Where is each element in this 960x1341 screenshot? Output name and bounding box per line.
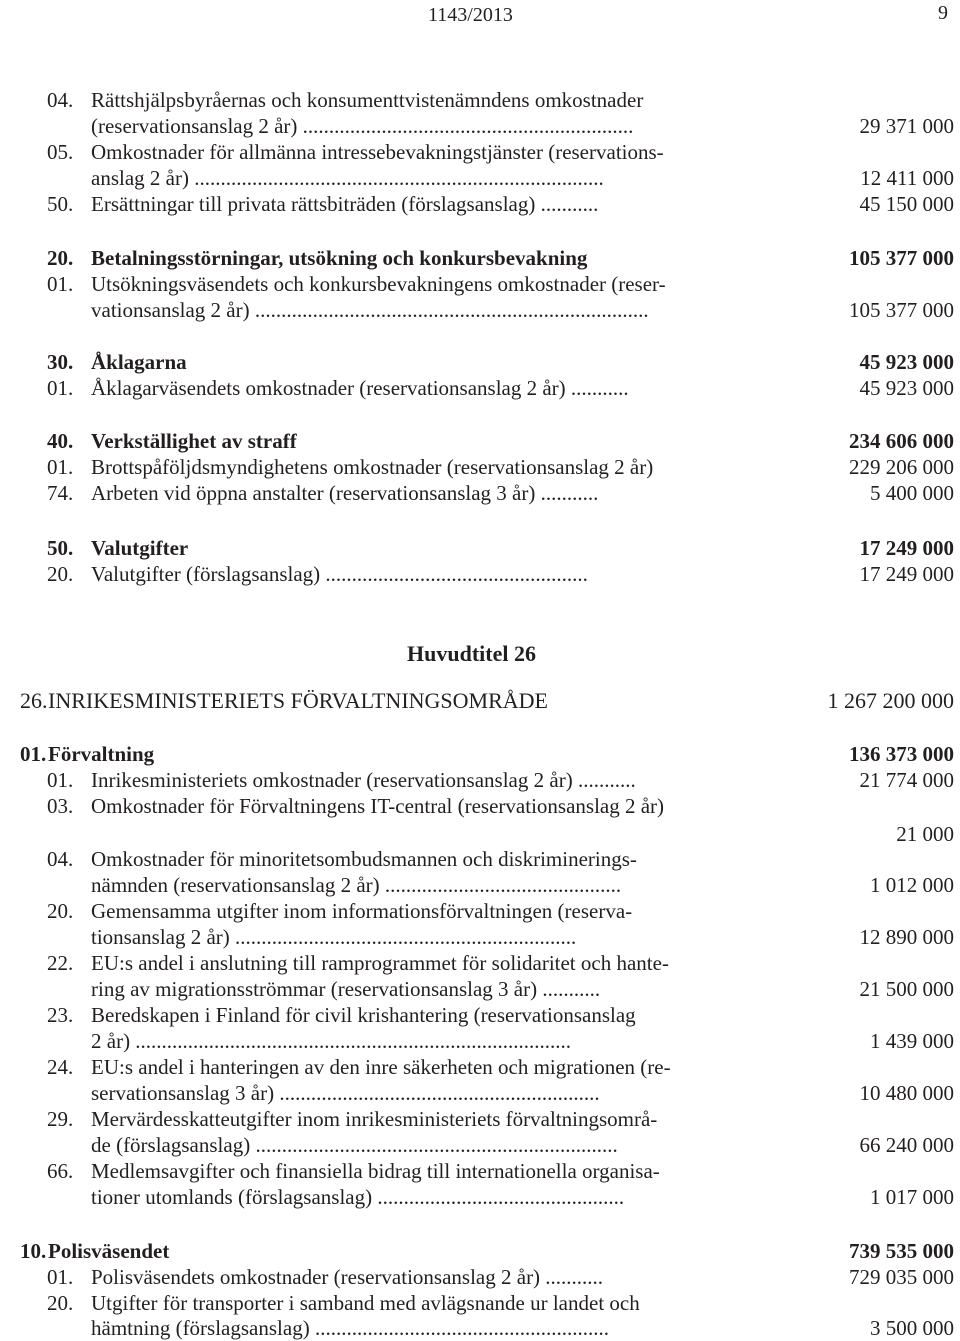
ministry-label: INRIKESMINISTERIETS FÖRVALTNINGSOMRÅDE — [48, 688, 548, 713]
item-amount: 1 012 000 — [870, 873, 954, 897]
item-label-cont: tionsanslag 2 år) ................................................................. — [91, 925, 577, 949]
item-number: 20. — [47, 899, 74, 923]
item-label-cont: 2 år) ................................................................................... — [91, 1029, 572, 1053]
item-label: Ersättningar till privata rättsbiträden (förslagsanslag) ........... — [91, 192, 599, 216]
item-amount: 229 206 000 — [849, 455, 954, 479]
heading-number: 30. — [47, 350, 74, 374]
item-label: Arbeten vid öppna anstalter (reservationsanslag 3 år) ........... — [91, 481, 599, 505]
item-label-cont: servationsanslag 3 år) ............................................................. — [91, 1081, 600, 1105]
document-number: 1143/2013 — [428, 4, 513, 26]
heading-amount: 17 249 000 — [859, 536, 954, 560]
item-label-cont: tioner utomlands (förslagsanslag) ............................................... — [91, 1185, 625, 1209]
item-number: 04. — [47, 847, 74, 871]
item-label: Inrikesministeriets omkostnader (reservationsanslag 2 år) ........... — [91, 768, 636, 792]
item-label: EU:s andel i hanteringen av den inre säkerheten och migrationen (re- — [91, 1055, 671, 1079]
item-number: 05. — [47, 140, 74, 164]
heading-number: 20. — [47, 246, 74, 270]
item-label-cont: de (förslagsanslag) ..................................................................... — [91, 1133, 618, 1157]
item-amount: 17 249 000 — [859, 562, 954, 586]
item-amount: 10 480 000 — [859, 1081, 954, 1105]
heading-number: 40. — [47, 429, 74, 453]
ministry-amount: 1 267 200 000 — [827, 688, 954, 713]
item-label: Omkostnader för minoritetsombudsmannen och diskriminerings- — [91, 847, 637, 871]
item-amount: 12 890 000 — [859, 925, 954, 949]
heading-label: Förvaltning — [48, 742, 155, 766]
heading-amount: 105 377 000 — [849, 246, 954, 270]
item-label: Polisväsendets omkostnader (reservationsanslag 2 år) ........... — [91, 1265, 604, 1289]
item-number: 24. — [47, 1055, 74, 1079]
item-amount: 12 411 000 — [860, 166, 954, 190]
item-number: 23. — [47, 1003, 74, 1027]
item-label-cont: ring av migrationsströmmar (reservationsanslag 3 år) ........... — [91, 977, 601, 1001]
item-amount: 45 150 000 — [859, 192, 954, 216]
heading-amount: 45 923 000 — [859, 350, 954, 374]
item-amount: 5 400 000 — [870, 481, 954, 505]
heading-amount: 234 606 000 — [849, 429, 954, 453]
item-label: EU:s andel i anslutning till ramprogrammet för solidaritet och hante- — [91, 951, 669, 975]
ministry-number: 26. — [20, 688, 48, 713]
item-number: 22. — [47, 951, 74, 975]
item-label: Mervärdesskatteutgifter inom inrikesministeriets förvaltningsområ- — [91, 1107, 658, 1131]
section-title: Huvudtitel 26 — [407, 641, 536, 666]
item-number: 01. — [47, 455, 74, 479]
item-amount: 21 000 — [896, 822, 954, 846]
heading-label: Polisväsendet — [48, 1239, 170, 1263]
item-label-cont: (reservationsanslag 2 år) ............................................................... — [91, 114, 634, 138]
item-number: 01. — [47, 1265, 74, 1289]
item-label-cont: vationsanslag 2 år) ........................................................................... — [91, 298, 649, 322]
item-label: Medlemsavgifter och finansiella bidrag till internationella organisa- — [91, 1159, 660, 1183]
heading-label: Verkställighet av straff — [91, 429, 297, 453]
item-amount: 45 923 000 — [859, 376, 954, 400]
item-label: Omkostnader för allmänna intressebevakningstjänster (reservations- — [91, 140, 664, 164]
item-number: 74. — [47, 481, 74, 505]
item-amount: 66 240 000 — [859, 1133, 954, 1157]
item-number: 29. — [47, 1107, 74, 1131]
item-number: 20. — [47, 562, 74, 586]
item-label-cont: anslag 2 år) .............................................................................. — [91, 166, 604, 190]
item-label: Gemensamma utgifter inom informationsförvaltningen (reserva- — [91, 899, 633, 923]
item-label: Rättshjälpsbyråernas och konsumenttvistenämndens omkostnader — [91, 88, 644, 112]
item-amount: 29 371 000 — [859, 114, 954, 138]
heading-amount: 136 373 000 — [849, 742, 954, 766]
item-number: 66. — [47, 1159, 74, 1183]
heading-amount: 739 535 000 — [849, 1239, 954, 1263]
item-label: Utsökningsväsendets och konkursbevakningens omkostnader (reser- — [91, 272, 666, 296]
item-number: 01. — [47, 272, 74, 296]
heading-label: Betalningsstörningar, utsökning och konkursbevakning — [91, 246, 588, 270]
item-number: 50. — [47, 192, 74, 216]
item-amount: 21 500 000 — [859, 977, 954, 1001]
item-number: 20. — [47, 1291, 74, 1315]
heading-label: Åklagarna — [91, 350, 187, 374]
item-label: Brottspåföljdsmyndighetens omkostnader (reservationsanslag 2 år) — [91, 455, 654, 479]
item-number: 01. — [47, 768, 74, 792]
item-amount: 21 774 000 — [859, 768, 954, 792]
item-amount: 1 017 000 — [870, 1185, 954, 1209]
heading-number: 01. — [20, 742, 47, 766]
heading-label: Valutgifter — [91, 536, 189, 560]
item-amount: 105 377 000 — [849, 298, 954, 322]
item-number: 01. — [47, 376, 74, 400]
item-label: Utgifter för transporter i samband med avlägsnande ur landet och — [91, 1291, 640, 1315]
item-number: 04. — [47, 88, 74, 112]
item-label: Åklagarväsendets omkostnader (reservationsanslag 2 år) ........... — [91, 376, 629, 400]
heading-number: 50. — [47, 536, 74, 560]
page-number: 9 — [938, 2, 948, 24]
item-amount: 729 035 000 — [849, 1265, 954, 1289]
item-label-cont: hämtning (förslagsanslag) ........................................................ — [91, 1316, 609, 1340]
item-number: 03. — [47, 794, 74, 818]
item-label: Omkostnader för Förvaltningens IT-central (reservationsanslag 2 år) — [91, 794, 665, 818]
item-label: Valutgifter (förslagsanslag) .................................................. — [91, 562, 588, 586]
item-amount: 1 439 000 — [870, 1029, 954, 1053]
item-label: Beredskapen i Finland för civil krishantering (reservationsanslag — [91, 1003, 636, 1027]
heading-number: 10. — [20, 1239, 47, 1263]
item-label-cont: nämnden (reservationsanslag 2 år) ............................................. — [91, 873, 622, 897]
item-amount: 3 500 000 — [870, 1316, 954, 1340]
